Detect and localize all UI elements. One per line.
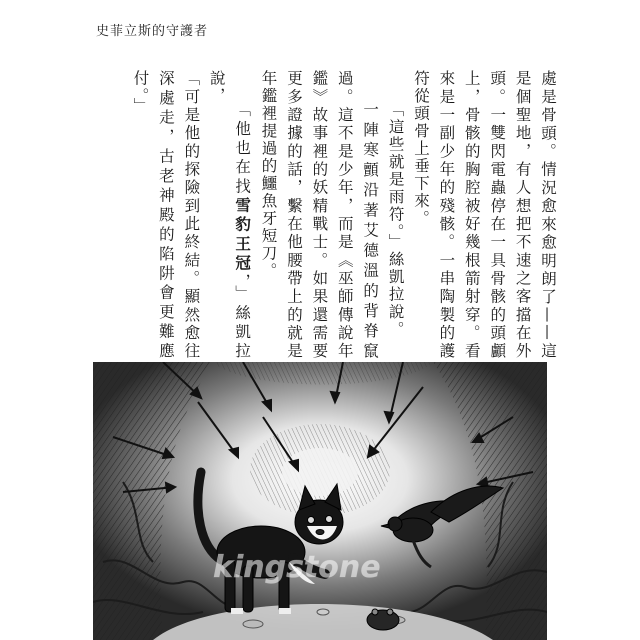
illustration-svg <box>93 362 547 640</box>
crown-title: 雪豹王冠 <box>233 196 253 274</box>
paragraph-5: 「可是他的探險到此終結。顯然愈往深處走，古老神殿的陷阱會更難應付。」 <box>131 70 201 360</box>
watermark: kingstone <box>213 550 381 585</box>
paragraph-2: 「這些就是雨符。」絲凱拉說。 <box>386 101 405 339</box>
paragraph-4-post: ，」絲凱拉說， <box>207 70 252 361</box>
paragraph-1: 處是骨頭。情況愈來愈明朗了——這是個聖地，有人想把不速之客擋在外頭。一雙閃電蟲停在一具骨骸的頭顱上，骨骸的胸腔被好幾根箭射穿。看來是一副少年的殘骸。一串陶製的護符從頭骨上垂下來。 <box>411 70 557 360</box>
paragraph-3: 一陣寒顫沿著艾德溫的背脊竄過。這不是少年，而是《巫師傳說年鑑》故事裡的妖精戰士。如果還需要更多證據的話，繫在他腰帶上的就是年鑑裡提過的鱷魚牙短刀。 <box>259 70 380 360</box>
running-head: 史菲立斯的守護者 <box>96 24 209 39</box>
paragraph-4 <box>203 70 255 360</box>
paragraph-4-pre: 「他也在找 <box>233 101 252 197</box>
illustration-tunnel-cat <box>93 362 547 640</box>
body-text <box>100 70 560 360</box>
